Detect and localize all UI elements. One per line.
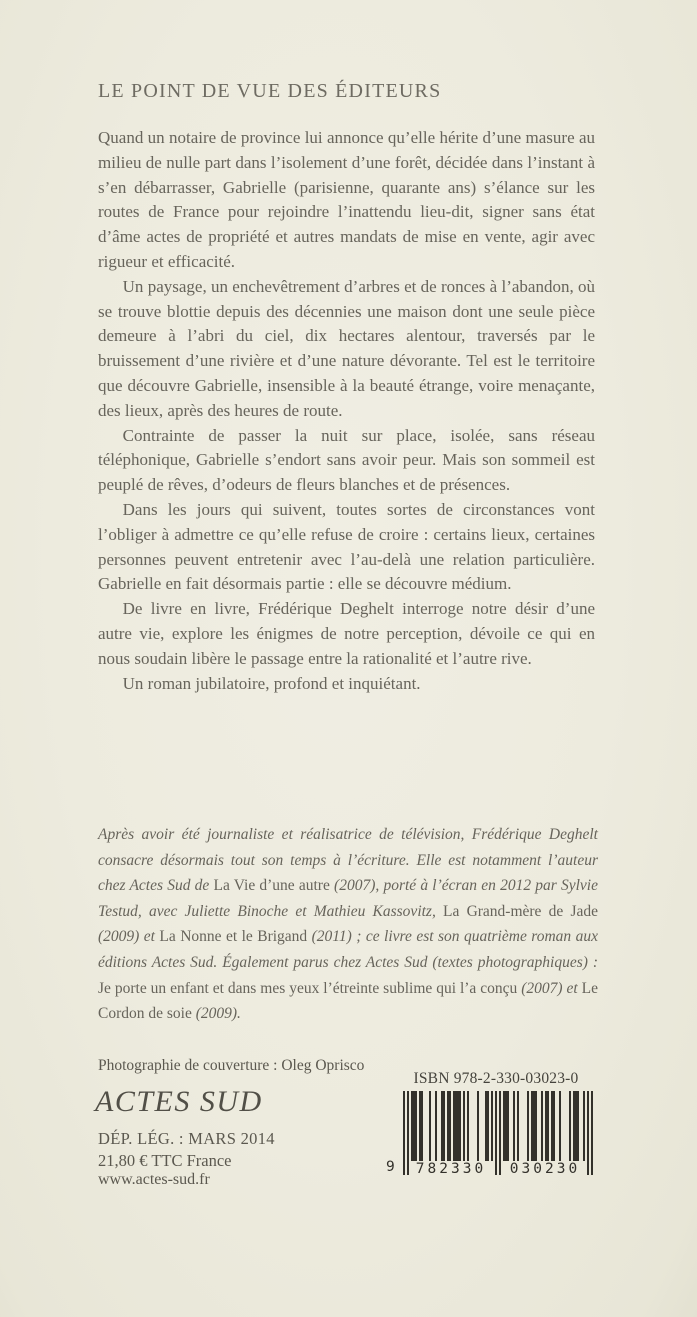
bio-segment: (2007), porté à l’écran en 2012 par Sylvie Testud, avec Juliette Binoche et Mathieu Kassovitz, <box>98 877 598 920</box>
publisher-logo: ACTES SUD <box>95 1085 263 1118</box>
bio-segment: La Grand-mère de Jade <box>443 902 598 920</box>
legal-deposit: DÉP. LÉG. : MARS 2014 <box>98 1129 275 1148</box>
synopsis-paragraph: Un paysage, un enchevêtrement d’arbres et de ronces à l’abandon, où se trouve blottie depuis des décennies une maison dont une seule pièce demeure à l’abri du ciel, dix hectares alentour, traversés par le bruissement d’une rivière et d’une nature dévorante. Tel est le territoire que découvre Gabrielle, insensible à la beauté étrange, voire menaçante, des lieux, après des heures de route. <box>98 276 595 420</box>
barcode-lead-digit: 9 <box>386 1159 395 1175</box>
ean13-barcode <box>386 1091 593 1188</box>
synopsis-paragraph: Dans les jours qui suivent, toutes sortes de circonstances vont l’obliger à admettre ce qu’elle refuse de croire : certains lieux, certaines personnes peuvent entretenir avec l’au-delà une relation particulière. Gabrielle en fait désormais partie : elle se découvre médium. <box>98 499 595 594</box>
barcode-right-group: 030230 <box>509 1161 581 1177</box>
synopsis-paragraph: Contrainte de passer la nuit sur place, isolée, sans réseau téléphonique, Gabrielle s’endort sans avoir peur. Mais son sommeil est peuplé de rêves, d’odeurs de fleurs blanches et de présences. <box>98 425 595 495</box>
publisher-website: www.actes-sud.fr <box>98 1171 210 1188</box>
bio-segment: La Nonne et le Brigand <box>159 928 312 946</box>
photo-credit: Photographie de couverture : Oleg Oprisco <box>98 1057 365 1074</box>
synopsis-paragraph: De livre en livre, Frédérique Deghelt interroge notre désir d’une autre vie, explore les énigmes de notre perception, dévoile ce qui en nous soudain libère le passage entre la rationalité et l’autre rive. <box>98 599 595 668</box>
bio-segment: Après avoir été journaliste et réalisatrice de télévision, Frédérique Deghelt consacre désormais tout son temps à l’écriture. Elle est notamment l’auteur chez Actes Sud de <box>98 826 598 895</box>
price: 21,80 € TTC France <box>98 1151 232 1170</box>
bio-segment: (2011) ; ce livre est son quatrième roman aux éditions Actes Sud. Également parus chez Actes Sud (textes photographiques) : <box>98 928 598 971</box>
bio-segment: (2007) et <box>521 979 582 997</box>
synopsis-text <box>98 126 595 696</box>
isbn-label: ISBN 978-2-330-03023-0 <box>413 1070 579 1087</box>
bio-segment: Le Cordon de soie <box>98 979 598 1023</box>
synopsis-paragraph: Un roman jubilatoire, profond et inquiétant. <box>122 673 421 693</box>
bio-segment: Je porte un enfant et dans mes yeux l’étreinte sublime qui l’a conçu <box>98 979 522 997</box>
author-bio <box>98 822 598 1027</box>
synopsis-paragraph: Quand un notaire de province lui annonce qu’elle hérite d’une masure au milieu de nulle part dans l’isolement d’une forêt, décidée dans l’instant à s’en débarrasser, Gabrielle (parisienne, quarante ans) s’élance sur les routes de France pour rejoindre l’inattendu lieu-dit, signer sans état d’âme actes de propriété et autres mandats de mise en vente, agir avec rigueur et efficacité. <box>98 128 595 271</box>
editors-viewpoint-heading: LE POINT DE VUE DES ÉDITEURS <box>98 80 442 102</box>
bio-segment: (2009) et <box>98 928 160 946</box>
bio-segment: La Vie d’une autre <box>213 877 335 895</box>
barcode-left-group: 782330 <box>415 1161 487 1177</box>
bio-segment: (2009). <box>195 1005 241 1023</box>
